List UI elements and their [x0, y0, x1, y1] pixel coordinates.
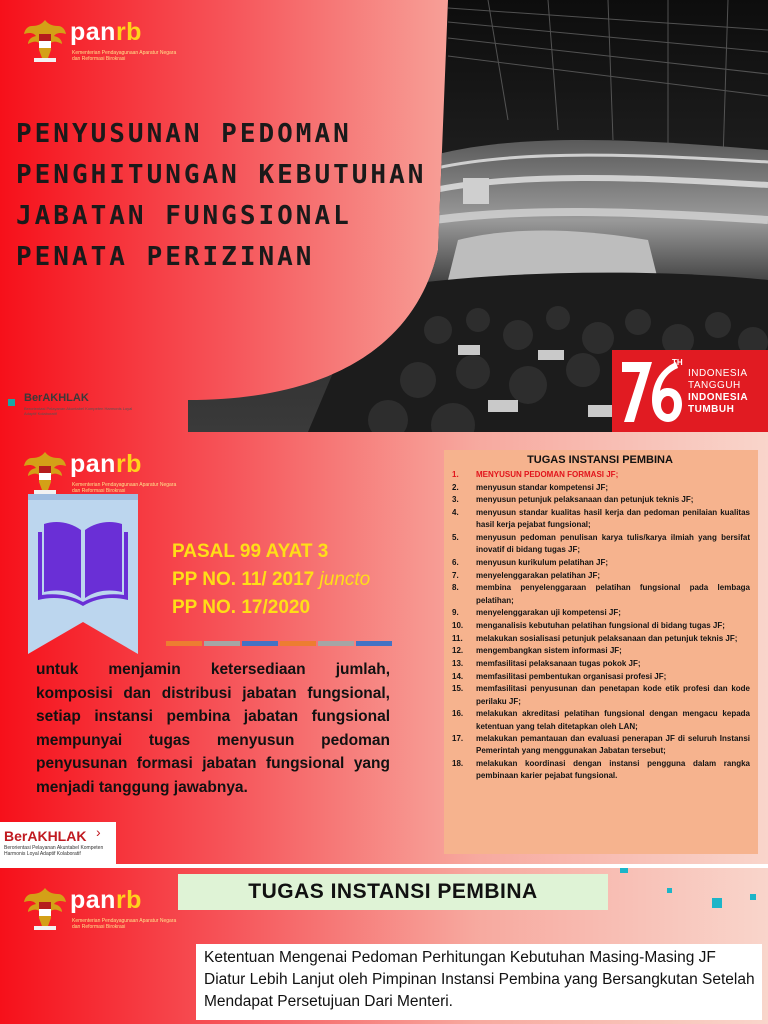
tugas-item-number: 16.: [452, 709, 464, 719]
tugas-item: [450, 758, 750, 782]
tugas-item-number: 9.: [452, 608, 459, 618]
strip-segment: [242, 641, 278, 646]
tugas-item-text: memfasilitasi pembentukan organisasi profesi JF;: [476, 671, 667, 681]
slide-3-text: Ketentuan Mengenai Pedoman Perhitungan Kebutuhan Masing-Masing JF Diatur Lebih Lanjut oleh Pimpinan Instansi Pembina yang Bersangkutan Setelah Mendapat Persetujuan Dari Menteri.: [196, 944, 762, 1020]
tugas-item: [450, 507, 750, 531]
badge-line: TUMBUH: [688, 404, 735, 415]
berakhlak-word: BerAKHLAK: [24, 392, 89, 404]
color-strip: [166, 641, 392, 646]
badge-superscript: TH: [672, 358, 683, 367]
tugas-item: [450, 482, 750, 494]
brand-tagline: Kementerian Pendayagunaan Aparatur Negara dan Reformasi Birokrasi: [72, 482, 177, 494]
decorative-square: [712, 898, 722, 908]
tugas-item-text: MENYUSUN PEDOMAN FORMASI JF;: [476, 470, 619, 479]
tugas-item-number: 5.: [452, 533, 459, 543]
chevron-right-icon: ›: [96, 824, 101, 840]
tugas-item-text: mengembangkan sistem informasi JF;: [476, 646, 622, 656]
tugas-item-text: menyelenggarakan pelatihan JF;: [476, 570, 601, 580]
body-paragraph: untuk menjamin ketersediaan jumlah, komposisi dan distribusi jabatan fungsional, setiap instansi pembina jabatan fungsional mempunyai tugas menyusun pedoman penyusunan formasi jabatan fungsional yang menjadi tanggung jawabnya.: [36, 661, 390, 796]
title-line: JABATAN FUNGSIONAL: [16, 201, 352, 231]
tugas-item: [450, 620, 750, 632]
strip-segment: [166, 641, 202, 646]
tugas-item-number: 11.: [452, 633, 463, 643]
tugas-panel: [444, 450, 758, 854]
tugas-item: [450, 557, 750, 569]
tugas-item-text: menyusun kurikulum pelatihan JF;: [476, 557, 609, 567]
tugas-item-text: melakukan koordinasi dengan instansi pengguna dalam rangka pembinaan karier pejabat fungsional.: [476, 759, 750, 781]
tugas-item-number: 4.: [452, 508, 459, 518]
tugas-item-text: menyelenggarakan uji kompetensi JF;: [476, 608, 621, 618]
square-icon: [8, 399, 15, 406]
tugas-item: [450, 683, 750, 707]
decorative-square: [667, 888, 672, 893]
brand-name: panrb: [70, 18, 142, 46]
tugas-item-text: melakukan akreditasi pelatihan fungsional dengan mengacu kepada ketentuan yang telah ditetapkan oleh LAN;: [476, 709, 750, 731]
tugas-item-number: 3.: [452, 495, 459, 505]
brand-tagline: Kementerian Pendayagunaan Aparatur Negara dan Reformasi Birokrasi: [72, 50, 177, 62]
slide-3: [0, 868, 768, 1024]
slide-3-heading: TUGAS INSTANSI PEMBINA: [178, 874, 608, 910]
tugas-item-text: menyusun petunjuk pelaksanaan dan petunjuk teknis JF;: [476, 495, 694, 505]
slide-1-title: [16, 114, 436, 278]
tugas-item-number: 6.: [452, 557, 459, 567]
tugas-item: [450, 671, 750, 683]
tugas-item-text: menyusun pedoman penulisan karya tulis/karya ilmiah yang bersifat inovatif di bidang tugas JF;: [476, 533, 750, 555]
tugas-item-text: menyusun standar kompetensi JF;: [476, 482, 609, 492]
tugas-item-number: 7.: [452, 570, 459, 580]
tugas-item: [450, 469, 750, 481]
tugas-title: TUGAS INSTANSI PEMBINA: [527, 454, 673, 466]
tugas-item-text: melakukan pemantauan dan evaluasi penerapan JF di seluruh Instansi Pemerintah yang menggunakan Jabatan tersebut;: [476, 734, 750, 756]
tugas-item-number: 2.: [452, 482, 459, 492]
legal-reference: [172, 538, 442, 622]
badge-line: INDONESIA: [688, 368, 748, 379]
tugas-item-text: membina penyelenggaraan pelatihan fungsional pada lembaga pelatihan;: [476, 583, 750, 605]
tugas-list: [450, 469, 750, 783]
badge-line: INDONESIA: [688, 392, 749, 403]
book-icon: [28, 494, 138, 654]
tugas-item-number: 13.: [452, 659, 464, 669]
tugas-item-text: menganalisis kebutuhan pelatihan fungsional di bidang tugas JF;: [476, 620, 725, 630]
decorative-square: [750, 894, 756, 900]
tugas-item-number: 1.: [452, 470, 459, 479]
tugas-item-number: 10.: [452, 620, 464, 630]
pasal-line: PP NO. 11/ 2017 juncto: [172, 569, 371, 590]
title-line: PENATA PERIZINAN: [16, 242, 315, 272]
brand-name: panrb: [70, 450, 142, 478]
tugas-item: [450, 494, 750, 506]
garuda-emblem-icon: [22, 884, 68, 932]
anniversary-76-badge: [612, 350, 768, 432]
berakhlak-tagline: Berorientasi Pelayanan Akuntabel Kompeten Harmonis Loyal Adaptif Kolaboratif: [24, 406, 133, 416]
panrb-logo: [22, 884, 182, 936]
berakhlak-tagline: Berorientasi Pelayanan Akuntabel Kompeten Harmonis Loyal Adaptif Kolaboratif: [4, 845, 104, 857]
panrb-logo: [22, 448, 182, 500]
tugas-item: [450, 658, 750, 670]
tugas-item: [450, 733, 750, 757]
decorative-square: [620, 868, 628, 873]
brand-name: panrb: [70, 886, 142, 914]
tugas-item: [450, 645, 750, 657]
garuda-emblem-icon: [22, 16, 68, 64]
tugas-item-text: menyusun standar kualitas hasil kerja dan pedoman penilaian kualitas hasil kerja pejabat fungsional;: [476, 508, 750, 530]
berakhlak-logo: [8, 386, 138, 416]
tugas-item-number: 15.: [452, 684, 464, 694]
strip-segment: [204, 641, 240, 646]
tugas-item-number: 18.: [452, 759, 464, 769]
berakhlak-logo: [0, 822, 116, 864]
tugas-item-text: melakukan sosialisasi petunjuk pelaksanaan dan petunjuk teknis JF;: [476, 633, 738, 643]
tugas-item-number: 12.: [452, 646, 464, 656]
title-line: PENGHITUNGAN KEBUTUHAN: [16, 160, 427, 190]
badge-line: TANGGUH: [688, 380, 741, 391]
pasal-line: PASAL 99 AYAT 3: [172, 541, 329, 562]
tugas-item-text: memfasilitasi pelaksanaan tugas pokok JF;: [476, 659, 641, 669]
berakhlak-word: BerAKHLAK: [4, 828, 87, 844]
pasal-line: PP NO. 17/2020: [172, 597, 311, 618]
tugas-item: [450, 570, 750, 582]
garuda-emblem-icon: [22, 448, 68, 496]
brand-tagline: Kementerian Pendayagunaan Aparatur Negara dan Reformasi Birokrasi: [72, 918, 177, 930]
title-line: PENYUSUNAN PEDOMAN: [16, 119, 352, 149]
tugas-item: [450, 532, 750, 556]
strip-segment: [356, 641, 392, 646]
strip-segment: [280, 641, 316, 646]
tugas-item-number: 17.: [452, 734, 464, 744]
tugas-item: [450, 607, 750, 619]
panrb-logo: [22, 16, 182, 68]
tugas-item: [450, 582, 750, 606]
tugas-item: [450, 708, 750, 732]
tugas-item-number: 14.: [452, 671, 464, 681]
tugas-item-text: memfasilitasi penyusunan dan penetapan kode etik profesi dan kode perilaku JF;: [476, 684, 750, 706]
slide-1: [0, 0, 768, 432]
slide-2: [0, 432, 768, 864]
tugas-item-number: 8.: [452, 583, 459, 593]
strip-segment: [318, 641, 354, 646]
tugas-item: [450, 633, 750, 645]
